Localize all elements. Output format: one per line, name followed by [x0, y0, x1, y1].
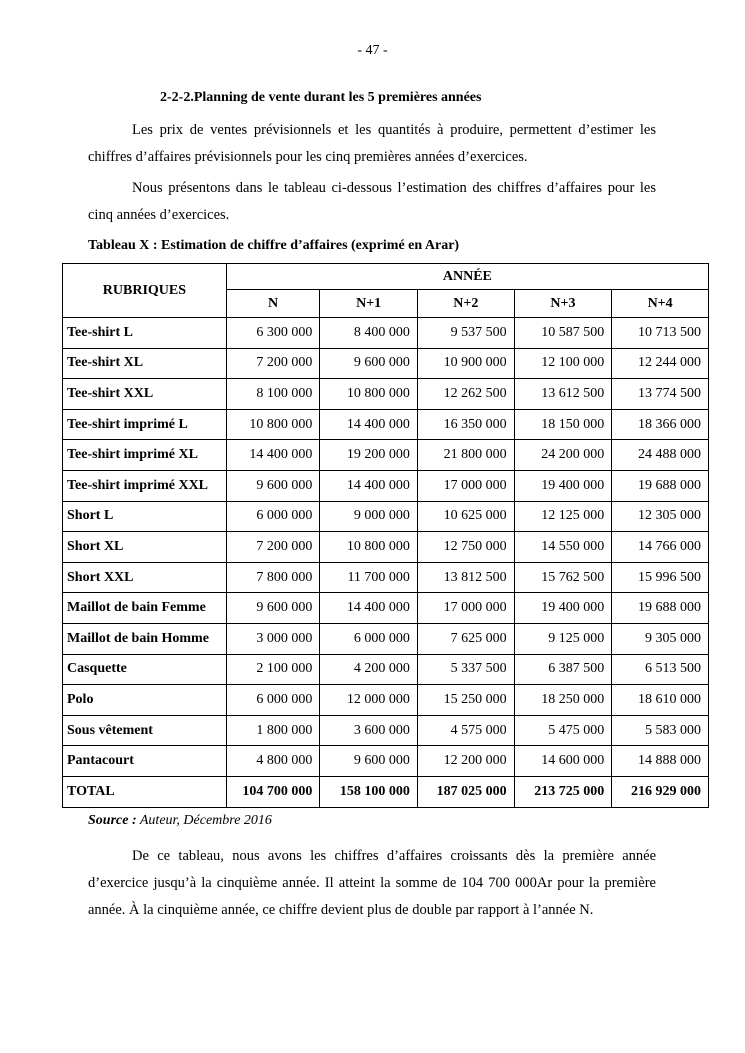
cell-value: 12 100 000 [514, 348, 612, 379]
cell-value: 10 800 000 [320, 379, 418, 410]
row-label: Casquette [63, 654, 227, 685]
table-row [63, 746, 709, 777]
row-label: Maillot de bain Femme [63, 593, 227, 624]
cell-value: 18 610 000 [612, 685, 709, 716]
cell-value: 10 587 500 [514, 318, 612, 349]
row-label: Tee-shirt imprimé XXL [63, 470, 227, 501]
cell-value: 4 800 000 [226, 746, 320, 777]
table-row [63, 593, 709, 624]
row-label: Tee-shirt imprimé L [63, 409, 227, 440]
cell-value: 15 996 500 [612, 562, 709, 593]
column-header: N+1 [320, 290, 418, 318]
section-heading: 2-2-2.Planning de vente durant les 5 premières années [160, 90, 482, 105]
row-label: Tee-shirt XL [63, 348, 227, 379]
row-label: Short XXL [63, 562, 227, 593]
cell-value: 14 400 000 [320, 409, 418, 440]
cell-value: 18 366 000 [612, 409, 709, 440]
cell-value: 19 400 000 [514, 593, 612, 624]
row-label: TOTAL [63, 776, 227, 807]
cell-value: 13 774 500 [612, 379, 709, 410]
header-rubriques: RUBRIQUES [63, 264, 227, 318]
paragraph-conclusion: De ce tableau, nous avons les chiffres d’affaires croissants dès la première année d’exercice jusqu’à la cinquième année. Il atteint la somme de 104 700 000Ar pour la première année. À la cinquième année, ce chiffre devient plus de double par rapport à l’année N. [88, 848, 656, 918]
cell-value: 19 200 000 [320, 440, 418, 471]
table-row [63, 654, 709, 685]
table-row [63, 470, 709, 501]
cell-value: 24 488 000 [612, 440, 709, 471]
row-label: Short XL [63, 532, 227, 563]
table-row [63, 440, 709, 471]
table-row [63, 379, 709, 410]
column-header: N+4 [612, 290, 709, 318]
cell-value: 3 000 000 [226, 623, 320, 654]
cell-value: 19 688 000 [612, 593, 709, 624]
cell-value: 15 762 500 [514, 562, 612, 593]
cell-value: 8 100 000 [226, 379, 320, 410]
row-label: Tee-shirt imprimé XL [63, 440, 227, 471]
cell-value: 19 400 000 [514, 470, 612, 501]
cell-value: 15 250 000 [417, 685, 514, 716]
column-header: N [226, 290, 320, 318]
cell-value: 14 766 000 [612, 532, 709, 563]
cell-value: 12 200 000 [417, 746, 514, 777]
cell-value: 9 600 000 [226, 593, 320, 624]
cell-value: 216 929 000 [612, 776, 709, 807]
cell-value: 3 600 000 [320, 715, 418, 746]
source-text: Auteur, Décembre 2016 [136, 813, 272, 828]
row-label: Pantacourt [63, 746, 227, 777]
cell-value: 104 700 000 [226, 776, 320, 807]
table-row [63, 409, 709, 440]
cell-value: 12 262 500 [417, 379, 514, 410]
cell-value: 8 400 000 [320, 318, 418, 349]
cell-value: 187 025 000 [417, 776, 514, 807]
cell-value: 7 200 000 [226, 532, 320, 563]
cell-value: 6 513 500 [612, 654, 709, 685]
cell-value: 17 000 000 [417, 470, 514, 501]
cell-value: 10 713 500 [612, 318, 709, 349]
cell-value: 13 812 500 [417, 562, 514, 593]
cell-value: 10 800 000 [320, 532, 418, 563]
header-annee: ANNÉE [226, 264, 708, 290]
cell-value: 1 800 000 [226, 715, 320, 746]
table-row [63, 562, 709, 593]
cell-value: 7 625 000 [417, 623, 514, 654]
cell-value: 6 300 000 [226, 318, 320, 349]
cell-value: 6 000 000 [226, 685, 320, 716]
cell-value: 17 000 000 [417, 593, 514, 624]
cell-value: 9 600 000 [320, 746, 418, 777]
table-row [63, 348, 709, 379]
cell-value: 213 725 000 [514, 776, 612, 807]
table-row [63, 318, 709, 349]
cell-value: 10 625 000 [417, 501, 514, 532]
row-label: Maillot de bain Homme [63, 623, 227, 654]
cell-value: 7 200 000 [226, 348, 320, 379]
cell-value: 9 000 000 [320, 501, 418, 532]
row-label: Short L [63, 501, 227, 532]
cell-value: 14 600 000 [514, 746, 612, 777]
cell-value: 6 000 000 [320, 623, 418, 654]
row-label: Tee-shirt XXL [63, 379, 227, 410]
cell-value: 24 200 000 [514, 440, 612, 471]
cell-value: 18 250 000 [514, 685, 612, 716]
cell-value: 158 100 000 [320, 776, 418, 807]
table-row [63, 715, 709, 746]
row-label: Tee-shirt L [63, 318, 227, 349]
revenue-table [62, 263, 709, 808]
table-source [88, 813, 272, 829]
cell-value: 10 800 000 [226, 409, 320, 440]
table-caption: Tableau X : Estimation de chiffre d’affaires (exprimé en Arar) [88, 238, 460, 253]
cell-value: 16 350 000 [417, 409, 514, 440]
cell-value: 12 750 000 [417, 532, 514, 563]
cell-value: 12 305 000 [612, 501, 709, 532]
cell-value: 11 700 000 [320, 562, 418, 593]
cell-value: 9 537 500 [417, 318, 514, 349]
table-row [63, 685, 709, 716]
cell-value: 6 000 000 [226, 501, 320, 532]
cell-value: 9 305 000 [612, 623, 709, 654]
cell-value: 6 387 500 [514, 654, 612, 685]
column-header: N+2 [417, 290, 514, 318]
row-label: Polo [63, 685, 227, 716]
cell-value: 4 200 000 [320, 654, 418, 685]
cell-value: 14 400 000 [320, 593, 418, 624]
cell-value: 5 475 000 [514, 715, 612, 746]
cell-value: 9 600 000 [320, 348, 418, 379]
cell-value: 12 000 000 [320, 685, 418, 716]
cell-value: 9 600 000 [226, 470, 320, 501]
table-row [63, 532, 709, 563]
cell-value: 14 550 000 [514, 532, 612, 563]
column-header: N+3 [514, 290, 612, 318]
source-label: Source : [88, 813, 137, 828]
cell-value: 10 900 000 [417, 348, 514, 379]
cell-value: 7 800 000 [226, 562, 320, 593]
paragraph-table-intro: Nous présentons dans le tableau ci-dessous l’estimation des chiffres d’affaires pour les cinq années d’exercices. [88, 180, 656, 223]
cell-value: 2 100 000 [226, 654, 320, 685]
paragraph-intro: Les prix de ventes prévisionnels et les quantités à produire, permettent d’estimer les chiffres d’affaires prévisionnels pour les cinq premières années d’exercices. [88, 122, 656, 165]
cell-value: 14 400 000 [320, 470, 418, 501]
cell-value: 12 244 000 [612, 348, 709, 379]
cell-value: 19 688 000 [612, 470, 709, 501]
cell-value: 9 125 000 [514, 623, 612, 654]
cell-value: 4 575 000 [417, 715, 514, 746]
cell-value: 5 583 000 [612, 715, 709, 746]
cell-value: 21 800 000 [417, 440, 514, 471]
cell-value: 14 888 000 [612, 746, 709, 777]
cell-value: 13 612 500 [514, 379, 612, 410]
row-label: Sous vêtement [63, 715, 227, 746]
page-number: - 47 - [357, 43, 388, 58]
cell-value: 18 150 000 [514, 409, 612, 440]
total-row [63, 776, 709, 807]
table-row [63, 623, 709, 654]
cell-value: 12 125 000 [514, 501, 612, 532]
cell-value: 5 337 500 [417, 654, 514, 685]
cell-value: 14 400 000 [226, 440, 320, 471]
table-row [63, 501, 709, 532]
